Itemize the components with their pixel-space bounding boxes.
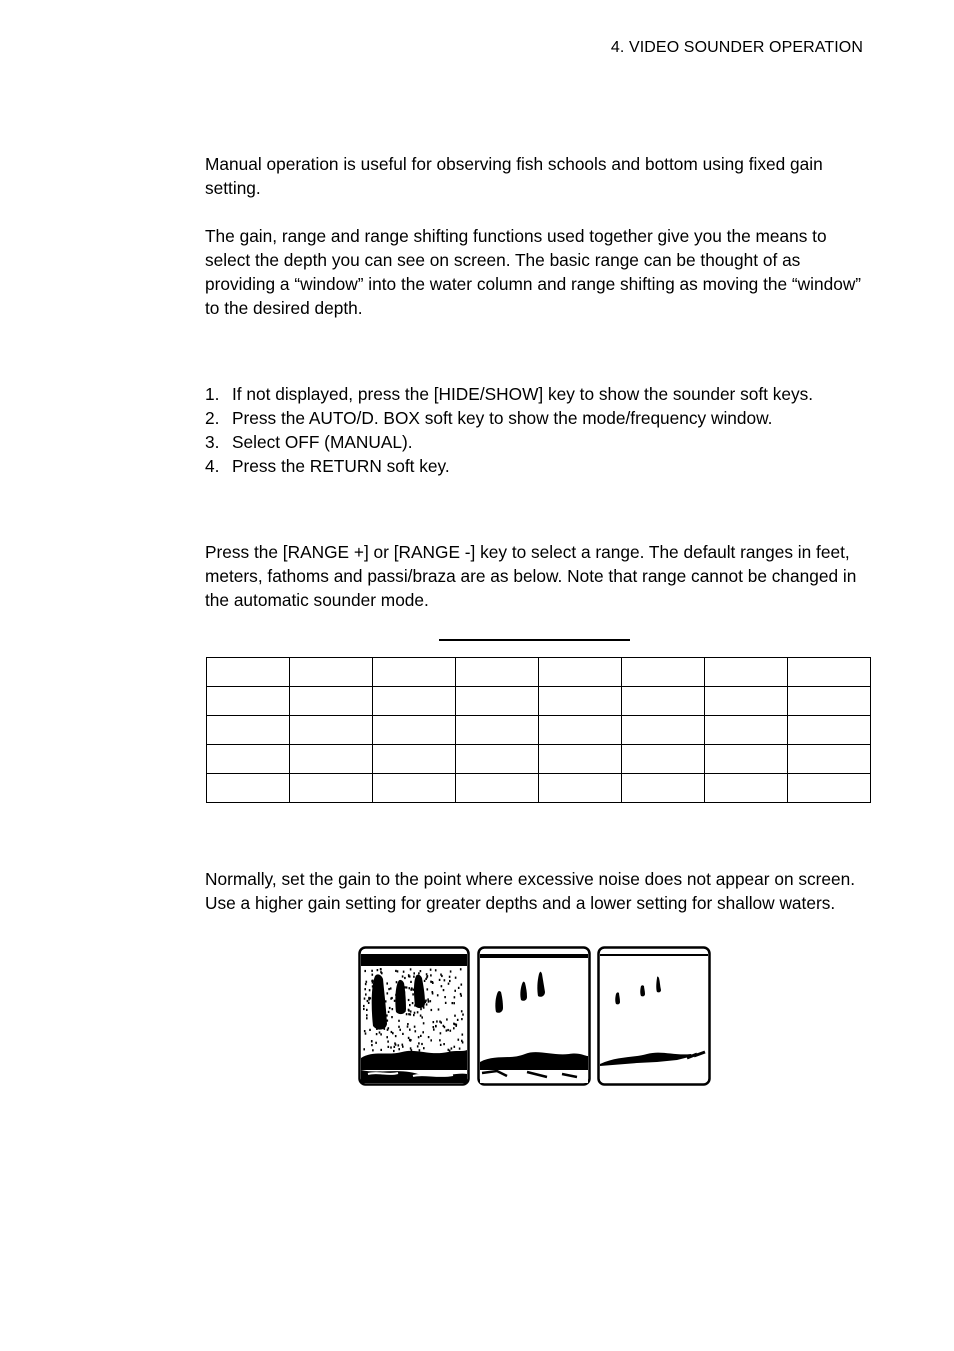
range-table-cell [373, 658, 456, 687]
range-paragraph: Press the [RANGE +] or [RANGE -] key to select a range. The default ranges in feet, meters, fathoms and passi/braza are as below. Note that range cannot be changed in the automatic sounder mode. [205, 542, 857, 610]
range-table-cell [207, 687, 290, 716]
range-table-cell [290, 687, 373, 716]
range-table-row [207, 716, 871, 745]
range-table-cell [622, 774, 705, 803]
range-table-cell [373, 745, 456, 774]
range-intro-paragraph: The gain, range and range shifting functions used together give you the means to select the depth you can see on screen. The basic range can be thought of as providing a “window” into the water column and range shifting as moving the “window” to the desired depth. [205, 226, 862, 318]
range-table-cell [373, 774, 456, 803]
range-table-cell [788, 774, 871, 803]
range-table-cell [539, 745, 622, 774]
range-table-cell [705, 687, 788, 716]
range-table-row [207, 687, 871, 716]
step-number: 3. [205, 432, 220, 452]
range-table [206, 657, 871, 803]
range-table-cell [290, 658, 373, 687]
step-item [205, 430, 813, 454]
table-caption-rule [439, 639, 630, 641]
range-table-cell [290, 774, 373, 803]
range-table-cell [207, 658, 290, 687]
range-table-cell [207, 745, 290, 774]
range-table-row [207, 774, 871, 803]
step-item [205, 454, 813, 478]
range-table-cell [622, 687, 705, 716]
range-table-cell [456, 716, 539, 745]
range-table-cell [705, 658, 788, 687]
step-item [205, 406, 813, 430]
range-table-cell [622, 716, 705, 745]
range-table-cell [539, 716, 622, 745]
range-table-cell [788, 687, 871, 716]
range-table-cell [705, 745, 788, 774]
range-table-cell [788, 716, 871, 745]
range-table-cell [788, 658, 871, 687]
range-table-cell [705, 716, 788, 745]
range-table-row [207, 745, 871, 774]
range-table-cell [788, 745, 871, 774]
echo-high-gain-icon [358, 946, 470, 1086]
range-table-cell [207, 774, 290, 803]
range-table-cell [622, 745, 705, 774]
step-number: 2. [205, 408, 220, 428]
manual-intro-paragraph: Manual operation is useful for observing fish schools and bottom using fixed gain setting. [205, 154, 823, 198]
step-text: If not displayed, press the [HIDE/SHOW] key to show the sounder soft keys. [232, 384, 814, 404]
range-table-cell [456, 687, 539, 716]
step-text: Press the RETURN soft key. [232, 456, 450, 476]
range-table-cell [373, 687, 456, 716]
section-header: 4. VIDEO SOUNDER OPERATION [610, 39, 863, 56]
step-number: 4. [205, 456, 220, 476]
range-table-cell [290, 745, 373, 774]
echo-proper-gain-icon [477, 946, 591, 1086]
range-table-cell [456, 658, 539, 687]
range-table-cell [456, 745, 539, 774]
range-table-cell [622, 658, 705, 687]
range-table-row [207, 658, 871, 687]
range-table-cell [456, 774, 539, 803]
procedure-steps [205, 382, 813, 478]
step-item [205, 382, 813, 406]
range-table-cell [705, 774, 788, 803]
step-text: Press the AUTO/D. BOX soft key to show the mode/frequency window. [232, 408, 773, 428]
range-table-cell [539, 774, 622, 803]
range-table-cell [290, 716, 373, 745]
range-table-cell [373, 716, 456, 745]
step-text: Select OFF (MANUAL). [232, 432, 413, 452]
echo-low-gain-icon [597, 946, 711, 1086]
range-table-cell [539, 687, 622, 716]
step-number: 1. [205, 384, 220, 404]
range-table-cell [207, 716, 290, 745]
range-table-cell [539, 658, 622, 687]
gain-paragraph: Normally, set the gain to the point where excessive noise does not appear on screen. Use a higher gain setting for greater depths and a lower setting for shallow waters. [205, 869, 856, 913]
